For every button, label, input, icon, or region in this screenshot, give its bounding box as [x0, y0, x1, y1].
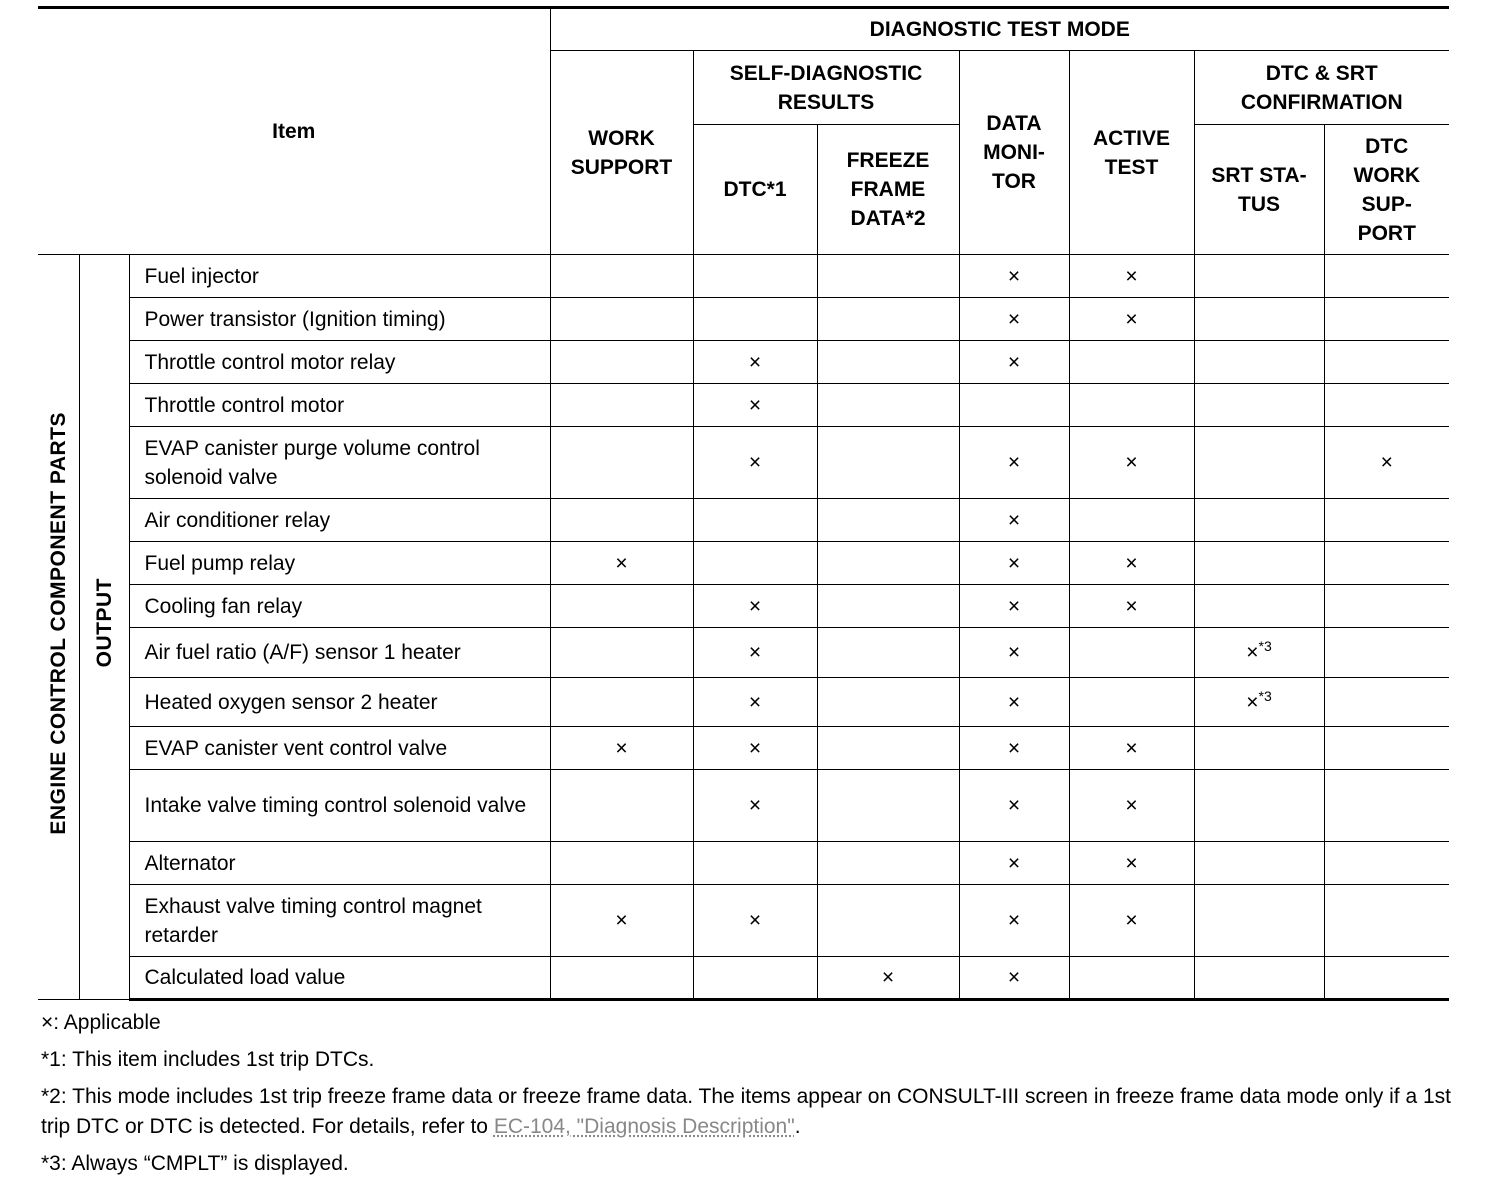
header-diagnostic-test-mode: DIAGNOSTIC TEST MODE	[550, 8, 1449, 51]
applicable-mark: ×	[959, 341, 1069, 384]
item-name: Air fuel ratio (A/F) sensor 1 heater	[129, 628, 550, 678]
applicable-mark: ×	[1324, 427, 1449, 499]
item-name: Alternator	[129, 842, 550, 885]
table-row	[38, 770, 1449, 842]
applicable-mark: ×	[959, 628, 1069, 678]
applicable-mark: ×	[1069, 427, 1194, 499]
applicable-mark: ×	[693, 384, 817, 427]
applicable-mark: ×	[817, 957, 959, 1000]
item-name: EVAP canister vent control valve	[129, 727, 550, 770]
applicable-mark: ×	[1069, 255, 1194, 298]
applicable-mark: ×	[959, 542, 1069, 585]
note-2-text: *2: This mode includes 1st trip freeze frame data or freeze frame data. The items appear on CONSULT-III screen in freeze frame data mode only if a 1st trip DTC or DTC is detected. For details, refer to	[41, 1085, 1452, 1138]
item-name: Exhaust valve timing control magnet retarder	[129, 885, 550, 957]
header-dtc-work-support: DTC WORK SUP-PORT	[1324, 125, 1449, 255]
applicable-mark: ×	[1069, 727, 1194, 770]
item-name: Throttle control motor	[129, 384, 550, 427]
diagnosis-description-link[interactable]: EC-104, "Diagnosis Description"	[493, 1115, 795, 1138]
header-srt-status: SRT STA-TUS	[1194, 125, 1324, 255]
applicable-mark: ×	[959, 585, 1069, 628]
header-dtc-srt-confirmation: DTC & SRT CONFIRMATION	[1194, 51, 1449, 125]
applicable-mark: ×	[693, 628, 817, 678]
note-2	[41, 1082, 1451, 1142]
header-freeze-frame-data: FREEZE FRAME DATA*2	[817, 125, 959, 255]
footnote-ref-3: *3	[1258, 638, 1272, 654]
item-name: Calculated load value	[129, 957, 550, 1000]
table-row	[38, 727, 1449, 770]
item-name: Cooling fan relay	[129, 585, 550, 628]
note-1: *1: This item includes 1st trip DTCs.	[41, 1048, 375, 1071]
table-row	[38, 885, 1449, 957]
applicable-mark: ×	[959, 678, 1069, 727]
applicable-mark: ×	[959, 727, 1069, 770]
applicable-mark: ×	[959, 427, 1069, 499]
table-row	[38, 842, 1449, 885]
header-data-monitor: DATA MONI-TOR	[959, 51, 1069, 255]
table-row	[38, 957, 1449, 1000]
applicable-mark-note3: ×$^{*3}$	[1194, 628, 1324, 678]
table-row	[38, 585, 1449, 628]
item-name: Throttle control motor relay	[129, 341, 550, 384]
header-active-test: ACTIVE TEST	[1069, 51, 1194, 255]
item-name: Fuel pump relay	[129, 542, 550, 585]
applicable-mark: ×	[693, 885, 817, 957]
table-row	[38, 678, 1449, 727]
applicable-mark: ×	[550, 542, 693, 585]
footnotes	[41, 1008, 1451, 1186]
diagnostic-test-mode-table	[38, 6, 1449, 1001]
applicable-mark: ×	[1069, 542, 1194, 585]
item-name: Air conditioner relay	[129, 499, 550, 542]
applicable-mark: ×	[1069, 885, 1194, 957]
table-row	[38, 255, 1449, 298]
applicable-mark: ×	[693, 341, 817, 384]
item-name: EVAP canister purge volume control solenoid valve	[129, 427, 550, 499]
applicable-mark: ×	[959, 770, 1069, 842]
applicable-mark-note3: ×$^{*3}$	[1194, 678, 1324, 727]
applicable-mark: ×	[550, 885, 693, 957]
applicable-mark: ×	[959, 298, 1069, 341]
item-name: Fuel injector	[129, 255, 550, 298]
applicable-mark: ×	[1069, 298, 1194, 341]
applicable-mark: ×	[1069, 585, 1194, 628]
header-work-support: WORK SUPPORT	[550, 51, 693, 255]
table-row	[38, 542, 1449, 585]
table-row	[38, 628, 1449, 678]
group-label-output: OUTPUT	[79, 255, 129, 1000]
item-name: Intake valve timing control solenoid valve	[129, 770, 550, 842]
applicable-mark: ×	[693, 427, 817, 499]
table-row	[38, 384, 1449, 427]
applicable-mark: ×	[1069, 770, 1194, 842]
note-2-end: .	[794, 1115, 801, 1138]
note-3: *3: Always “CMPLT” is displayed.	[41, 1152, 349, 1175]
applicable-mark: ×	[693, 727, 817, 770]
group-label-engine-control-component-parts: ENGINE CONTROL COMPONENT PARTS	[38, 255, 79, 1000]
applicable-mark: ×	[550, 727, 693, 770]
applicable-mark: ×	[959, 885, 1069, 957]
header-self-diagnostic-results: SELF-DIAGNOSTIC RESULTS	[693, 51, 959, 125]
applicable-mark: ×	[959, 842, 1069, 885]
item-name: Heated oxygen sensor 2 heater	[129, 678, 550, 727]
applicable-mark: ×	[1069, 842, 1194, 885]
applicable-mark: ×	[693, 585, 817, 628]
applicable-mark: ×	[693, 678, 817, 727]
note-applicable: ×: Applicable	[41, 1011, 161, 1034]
applicable-mark: ×	[959, 255, 1069, 298]
applicable-mark: ×	[959, 499, 1069, 542]
table-row	[38, 341, 1449, 384]
applicable-mark: ×	[693, 770, 817, 842]
applicable-mark: ×	[959, 957, 1069, 1000]
item-name: Power transistor (Ignition timing)	[129, 298, 550, 341]
table-row	[38, 499, 1449, 542]
table-row	[38, 427, 1449, 499]
table-row	[38, 298, 1449, 341]
footnote-ref-3: *3	[1258, 687, 1272, 704]
header-item: Item	[38, 8, 550, 255]
header-dtc1: DTC*1	[693, 125, 817, 255]
